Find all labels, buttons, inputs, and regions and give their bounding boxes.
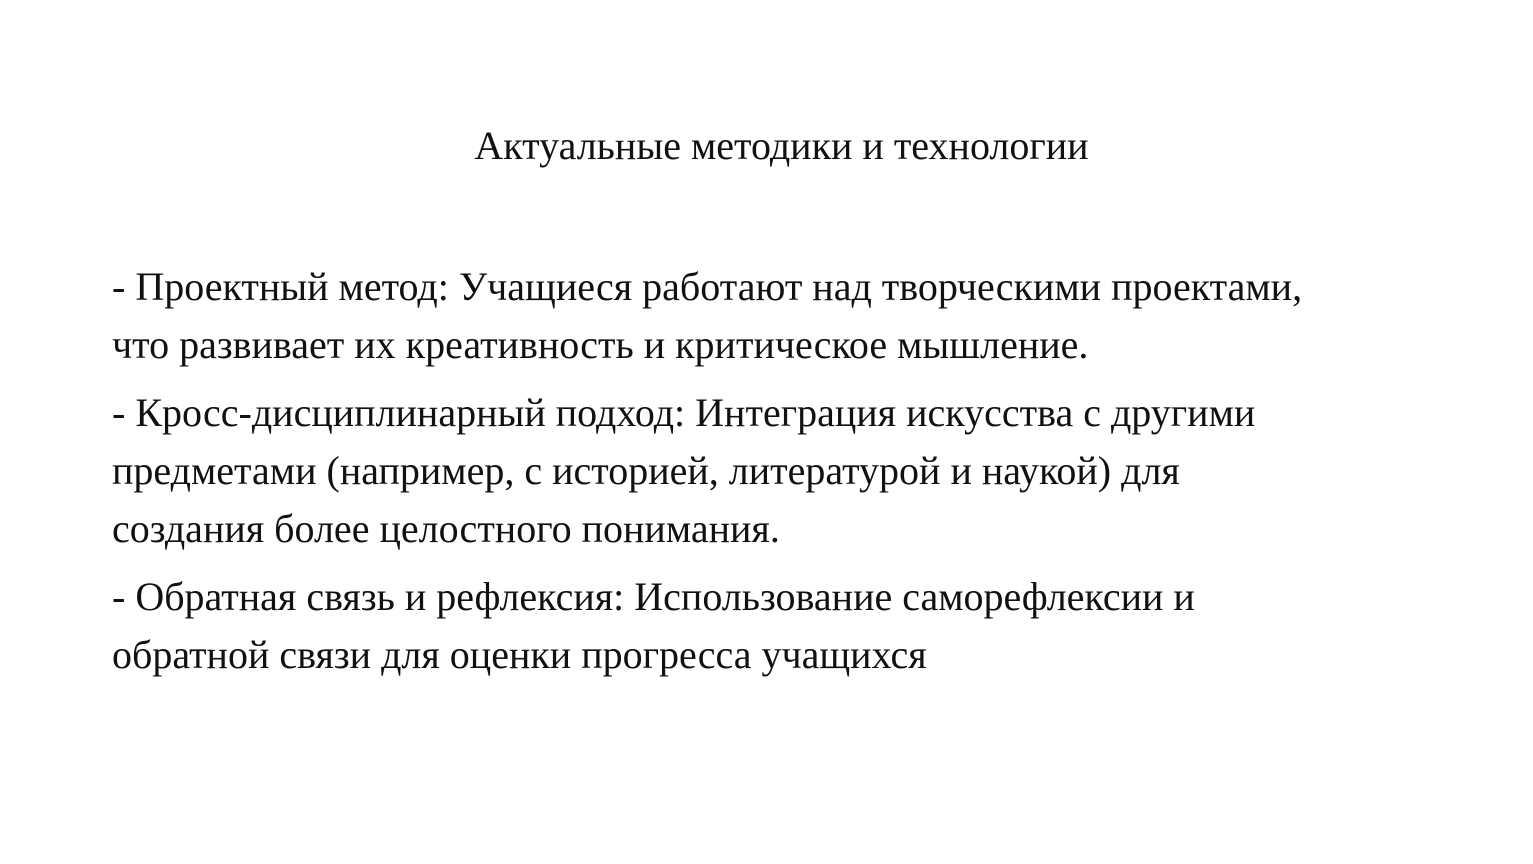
text-line: - Кросс-дисциплинарный подход: Интеграция искусства с другими	[112, 390, 1256, 435]
slide-title: Актуальные методики и технологии	[474, 123, 1089, 168]
text-line: предметами (например, с историей, литературой и наукой) для	[112, 448, 1180, 493]
text-line: - Обратная связь и рефлексия: Использование саморефлексии и	[112, 574, 1195, 619]
bullet-feedback-reflection	[112, 568, 1472, 684]
bullet-project-method	[112, 258, 1472, 374]
slide-body	[112, 258, 1472, 694]
text-line: обратной связи для оценки прогресса учащихся	[112, 632, 927, 677]
bullet-cross-disciplinary	[112, 384, 1472, 558]
text-line: что развивает их креативность и критическое мышление.	[112, 322, 1089, 367]
text-line: создания более целостного понимания.	[112, 506, 780, 551]
text-line: - Проектный метод: Учащиеся работают над творческими проектами,	[112, 264, 1303, 309]
